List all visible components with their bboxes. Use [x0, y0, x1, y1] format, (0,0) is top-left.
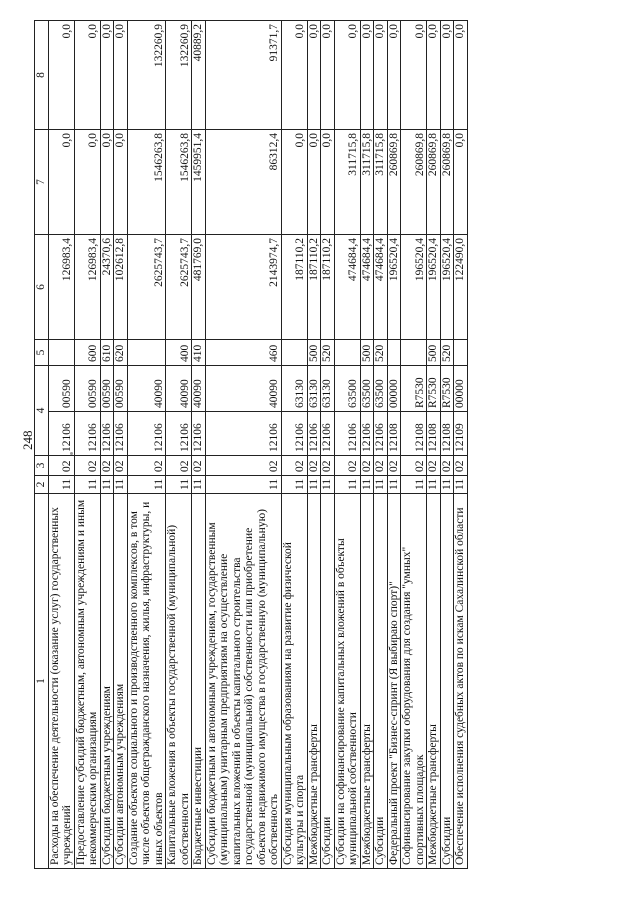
row-name: Федеральный проект "Бизнес-спринт (Я выбираю спорт)"	[387, 494, 401, 869]
row-name: Субсидии на софинансирование капитальных вложений в объекты муниципальной собственности	[334, 494, 360, 869]
row-amount-col6: 122490,0	[454, 235, 468, 340]
row-code-program: 12106	[74, 412, 100, 456]
scan-speck	[70, 452, 73, 455]
table-row	[281, 21, 307, 869]
row-amount-col8: 0,0	[307, 21, 321, 130]
table-row	[427, 21, 441, 869]
row-code-section: 11	[74, 476, 100, 494]
row-code-expense-type: 460	[205, 340, 281, 366]
row-code-section: 11	[192, 476, 206, 494]
row-code-direction: 40090	[127, 366, 166, 412]
table-row	[387, 21, 401, 869]
row-code-direction: 00000	[454, 366, 468, 412]
header-col-3: 3	[35, 456, 49, 476]
row-code-subsection: 02	[440, 456, 454, 476]
row-code-program: 12106	[205, 412, 281, 456]
row-code-expense-type	[334, 340, 360, 366]
row-name: Субсидия муниципальным образованиям на развитие физической культуры и спорта	[281, 494, 307, 869]
row-name: Софинансирование закупки оборудования для создания "умных" спортивных площадок	[401, 494, 427, 869]
row-amount-col6: 2625743,7	[166, 235, 192, 340]
row-code-expense-type: 500	[427, 340, 441, 366]
row-code-subsection: 02	[360, 456, 374, 476]
row-code-section: 11	[454, 476, 468, 494]
row-code-expense-type: 500	[307, 340, 321, 366]
row-code-direction: 00590	[114, 366, 128, 412]
row-code-program: 12106	[192, 412, 206, 456]
row-amount-col8: 132260,9	[127, 21, 166, 130]
row-code-expense-type: 620	[114, 340, 128, 366]
table-header-row	[35, 21, 49, 869]
row-code-section: 11	[114, 476, 128, 494]
row-amount-col7: 260869,8	[401, 130, 427, 235]
row-amount-col7: 260869,8	[440, 130, 454, 235]
row-amount-col7: 1459951,4	[192, 130, 206, 235]
row-amount-col6: 24370,6	[100, 235, 114, 340]
row-name: Создание объектов социального и производственного комплексов, в том числе объектов общегражданского назначения, жилья, инфраструктуры, и иных объектов	[127, 494, 166, 869]
row-code-expense-type	[127, 340, 166, 366]
row-code-direction: R7530	[440, 366, 454, 412]
row-amount-col6: 2143974,7	[205, 235, 281, 340]
row-amount-col8: 0,0	[401, 21, 427, 130]
row-amount-col7: 0,0	[74, 130, 100, 235]
row-name: Субсидии	[440, 494, 454, 869]
row-amount-col6: 187110,2	[321, 235, 335, 340]
table-row	[114, 21, 128, 869]
page-number: 248	[20, 430, 35, 450]
table-row	[127, 21, 166, 869]
header-col-4: 4	[35, 366, 49, 456]
table-row	[360, 21, 374, 869]
row-code-program: 12108	[427, 412, 441, 456]
row-code-expense-type: 500	[360, 340, 374, 366]
header-col-5: 5	[35, 340, 49, 366]
row-amount-col6: 481769,0	[192, 235, 206, 340]
row-code-subsection: 02	[307, 456, 321, 476]
row-code-subsection: 02	[281, 456, 307, 476]
row-code-section: 11	[321, 476, 335, 494]
row-amount-col8: 0,0	[281, 21, 307, 130]
row-code-program: 12108	[440, 412, 454, 456]
row-amount-col7: 311715,8	[334, 130, 360, 235]
row-code-program: 12109	[454, 412, 468, 456]
header-col-8: 8	[35, 21, 49, 130]
row-amount-col8: 0,0	[440, 21, 454, 130]
row-code-program: 12108	[387, 412, 401, 456]
row-code-direction: 00590	[48, 366, 74, 412]
row-name: Субсидии бюджетным и автономным учреждениям, государственным (муниципальным) унитарным предприятиям на осуществление капитальных вложений в объекты капитального строительства государственной (муниципальной) собственности или приобретение объектов недвижимого имущества в государственную (муниципальную) собственность	[205, 494, 281, 869]
row-code-program: 12106	[114, 412, 128, 456]
row-name: Капитальные вложения в объекты государственной (муниципальной) собственности	[166, 494, 192, 869]
row-code-direction: 40090	[192, 366, 206, 412]
row-amount-col8: 0,0	[454, 21, 468, 130]
row-amount-col7: 1546263,8	[127, 130, 166, 235]
row-amount-col8: 132260,9	[166, 21, 192, 130]
row-code-program: 12106	[374, 412, 388, 456]
row-amount-col8: 91371,7	[205, 21, 281, 130]
row-code-section: 11	[427, 476, 441, 494]
row-amount-col8: 0,0	[427, 21, 441, 130]
row-amount-col6: 196520,4	[401, 235, 427, 340]
row-amount-col6: 126983,4	[48, 235, 74, 340]
row-code-expense-type: 600	[74, 340, 100, 366]
row-amount-col7: 0,0	[321, 130, 335, 235]
table-row	[192, 21, 206, 869]
row-name: Субсидии	[374, 494, 388, 869]
row-code-subsection: 02	[321, 456, 335, 476]
row-code-section: 11	[166, 476, 192, 494]
table-row	[454, 21, 468, 869]
row-code-direction: 63130	[281, 366, 307, 412]
row-amount-col8: 0,0	[321, 21, 335, 130]
row-code-direction: 63500	[374, 366, 388, 412]
row-amount-col7: 0,0	[307, 130, 321, 235]
row-amount-col8: 0,0	[100, 21, 114, 130]
header-col-1: 1	[35, 494, 49, 869]
row-amount-col8: 0,0	[114, 21, 128, 130]
table-row	[440, 21, 454, 869]
row-code-direction: R7530	[401, 366, 427, 412]
row-amount-col7: 1546263,8	[166, 130, 192, 235]
row-code-program: 12106	[321, 412, 335, 456]
row-amount-col7: 0,0	[454, 130, 468, 235]
row-name: Расходы на обеспечение деятельности (оказание услуг) государственных учреждений	[48, 494, 74, 869]
row-code-section: 11	[48, 476, 74, 494]
row-name: Межбюджетные трансферты	[427, 494, 441, 869]
row-amount-col6: 474684,4	[360, 235, 374, 340]
row-code-direction: 00590	[74, 366, 100, 412]
row-code-expense-type: 520	[440, 340, 454, 366]
row-amount-col7: 0,0	[281, 130, 307, 235]
row-amount-col6: 196520,4	[427, 235, 441, 340]
row-amount-col7: 86312,4	[205, 130, 281, 235]
row-name: Предоставление субсидий бюджетным, автономным учреждениям и иным некоммерческим организациям	[74, 494, 100, 869]
row-amount-col7: 260869,8	[387, 130, 401, 235]
table-row	[307, 21, 321, 869]
row-code-expense-type: 610	[100, 340, 114, 366]
row-name: Субсидии	[321, 494, 335, 869]
row-code-section: 11	[281, 476, 307, 494]
table-row	[321, 21, 335, 869]
row-code-subsection: 02	[48, 456, 74, 476]
row-amount-col6: 196520,4	[387, 235, 401, 340]
row-code-program: 12106	[334, 412, 360, 456]
table-row	[48, 21, 74, 869]
row-code-direction: 63500	[360, 366, 374, 412]
row-code-expense-type	[48, 340, 74, 366]
table-row	[100, 21, 114, 869]
row-amount-col6: 2625743,7	[127, 235, 166, 340]
row-code-program: 12106	[360, 412, 374, 456]
row-code-direction: 63130	[307, 366, 321, 412]
row-amount-col6: 474684,4	[374, 235, 388, 340]
row-amount-col6: 126983,4	[74, 235, 100, 340]
row-code-expense-type	[281, 340, 307, 366]
row-amount-col6: 102612,8	[114, 235, 128, 340]
row-code-subsection: 02	[427, 456, 441, 476]
row-code-subsection: 02	[334, 456, 360, 476]
row-code-subsection: 02	[114, 456, 128, 476]
row-name: Межбюджетные трансферты	[307, 494, 321, 869]
row-amount-col8: 0,0	[334, 21, 360, 130]
row-code-section: 11	[360, 476, 374, 494]
row-amount-col6: 474684,4	[334, 235, 360, 340]
row-code-program: 12106	[100, 412, 114, 456]
row-code-section: 11	[100, 476, 114, 494]
row-code-direction: 00000	[387, 366, 401, 412]
row-code-expense-type: 520	[321, 340, 335, 366]
table-body	[48, 21, 467, 869]
row-amount-col7: 311715,8	[374, 130, 388, 235]
row-code-subsection: 02	[74, 456, 100, 476]
row-code-direction: 00590	[100, 366, 114, 412]
row-code-subsection: 02	[192, 456, 206, 476]
row-code-program: 12106	[127, 412, 166, 456]
row-amount-col8: 40889,2	[192, 21, 206, 130]
row-amount-col7: 0,0	[100, 130, 114, 235]
row-amount-col8: 0,0	[48, 21, 74, 130]
row-name: Субсидии автономным учреждениям	[114, 494, 128, 869]
row-code-subsection: 02	[387, 456, 401, 476]
row-code-section: 11	[387, 476, 401, 494]
row-code-expense-type: 410	[192, 340, 206, 366]
row-amount-col6: 187110,2	[307, 235, 321, 340]
table-row	[74, 21, 100, 869]
row-code-section: 11	[440, 476, 454, 494]
row-name: Обеспечение исполнения судебных актов по искам Сахалинской области	[454, 494, 468, 869]
row-code-direction: 63130	[321, 366, 335, 412]
row-name: Межбюджетные трансферты	[360, 494, 374, 869]
row-code-subsection: 02	[374, 456, 388, 476]
row-amount-col7: 311715,8	[360, 130, 374, 235]
row-amount-col8: 0,0	[74, 21, 100, 130]
row-code-direction: 40090	[205, 366, 281, 412]
row-name: Субсидии бюджетным учреждениям	[100, 494, 114, 869]
header-col-6: 6	[35, 235, 49, 340]
row-code-subsection: 02	[127, 456, 166, 476]
row-code-subsection: 02	[454, 456, 468, 476]
row-code-section: 11	[127, 476, 166, 494]
row-code-direction: 40090	[166, 366, 192, 412]
row-amount-col8: 0,0	[387, 21, 401, 130]
table-row	[374, 21, 388, 869]
header-col-7: 7	[35, 130, 49, 235]
row-code-expense-type	[387, 340, 401, 366]
table-row	[401, 21, 427, 869]
budget-table	[34, 20, 468, 869]
row-code-program: 12106	[307, 412, 321, 456]
row-name: Бюджетные инвестиции	[192, 494, 206, 869]
row-code-subsection: 02	[401, 456, 427, 476]
row-code-direction: R7530	[427, 366, 441, 412]
row-amount-col6: 187110,2	[281, 235, 307, 340]
row-code-section: 11	[205, 476, 281, 494]
row-code-program: 12108	[401, 412, 427, 456]
row-code-expense-type: 400	[166, 340, 192, 366]
row-code-subsection: 02	[205, 456, 281, 476]
row-code-section: 11	[334, 476, 360, 494]
row-code-subsection: 02	[100, 456, 114, 476]
row-code-expense-type	[401, 340, 427, 366]
row-code-direction: 63500	[334, 366, 360, 412]
row-code-section: 11	[374, 476, 388, 494]
row-code-section: 11	[401, 476, 427, 494]
row-amount-col8: 0,0	[360, 21, 374, 130]
table-row	[166, 21, 192, 869]
row-amount-col7: 0,0	[48, 130, 74, 235]
table-row	[334, 21, 360, 869]
row-code-program: 12106	[48, 412, 74, 456]
row-amount-col7: 0,0	[114, 130, 128, 235]
row-code-program: 12106	[166, 412, 192, 456]
row-amount-col8: 0,0	[374, 21, 388, 130]
row-code-subsection: 02	[166, 456, 192, 476]
row-code-section: 11	[307, 476, 321, 494]
row-code-expense-type	[454, 340, 468, 366]
row-code-program: 12106	[281, 412, 307, 456]
header-col-2: 2	[35, 476, 49, 494]
row-code-expense-type: 520	[374, 340, 388, 366]
row-amount-col6: 196520,4	[440, 235, 454, 340]
row-amount-col7: 260869,8	[427, 130, 441, 235]
table-row	[205, 21, 281, 869]
